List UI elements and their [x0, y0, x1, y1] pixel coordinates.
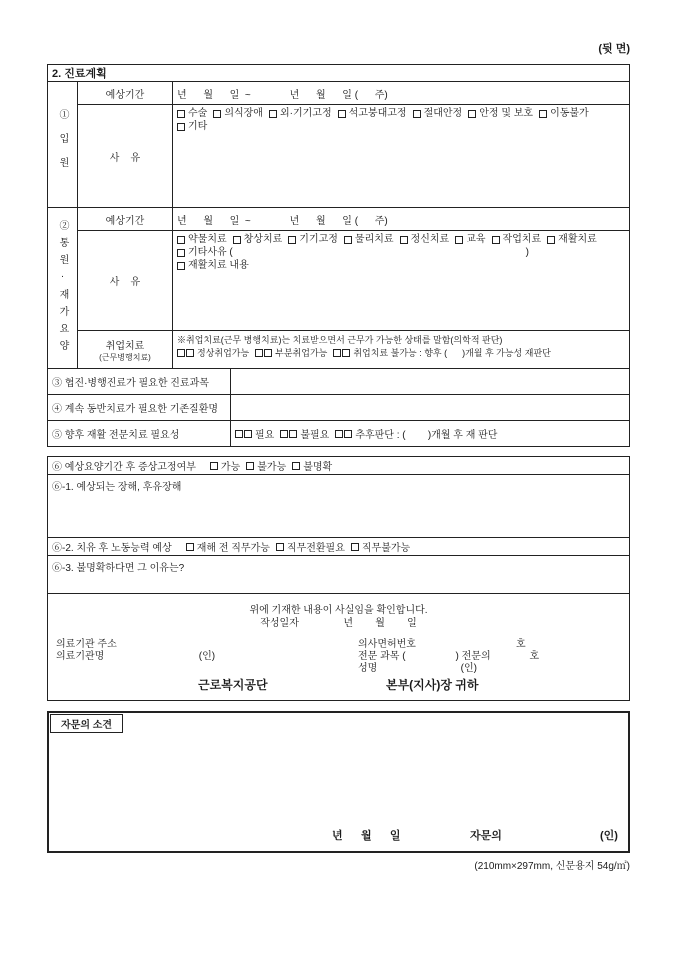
checkbox-label: 수술	[188, 108, 208, 119]
advisor-opinion-title: 자문의 소견	[50, 714, 123, 733]
checkbox-label: 불가능	[257, 462, 287, 473]
checkbox-option-surgery[interactable]	[177, 108, 207, 120]
checkbox-label: 교육	[466, 234, 486, 245]
doctor-block	[358, 639, 539, 675]
expected-disability-label: ⑥-1. 예상되는 장해, 후유장해	[52, 482, 182, 493]
checkbox-label: 창상치료	[243, 234, 283, 245]
checkbox-icon[interactable]	[400, 236, 408, 244]
checkbox-option-work-impossible[interactable]	[333, 347, 551, 359]
treatment-plan-form	[47, 64, 630, 872]
checkbox-label: 기기고정	[299, 234, 338, 245]
checkbox-icon[interactable]	[276, 543, 284, 551]
recipient-line: 본부(지사)장 귀하	[386, 678, 479, 692]
checkbox-option-external-fixation[interactable]	[269, 108, 332, 120]
outpatient-side-label: ②통원·재가요양	[57, 219, 68, 357]
checkbox-option-rehab-content[interactable]	[177, 260, 249, 272]
checkbox-label: 정신치료	[410, 234, 450, 245]
checkbox-label: 불명확	[303, 462, 333, 473]
checkbox-icon[interactable]	[351, 543, 359, 551]
unclear-reason-row[interactable]	[48, 555, 629, 593]
checkbox-icon[interactable]	[264, 349, 272, 357]
checkbox-label: 기타사유 (	[188, 247, 233, 258]
existing-disease-label: ④ 계속 동반치료가 필요한 기존질환명	[48, 395, 231, 420]
checkbox-option-unclear[interactable]	[292, 458, 332, 473]
hospitalization-section	[48, 82, 629, 207]
checkbox-option-same-job[interactable]	[186, 539, 270, 554]
checkbox-icon[interactable]	[213, 110, 221, 118]
checkbox-label: 직무불가능	[361, 543, 411, 554]
checkbox-option-unconscious[interactable]	[213, 108, 263, 120]
section-title: 2. 진료계획	[52, 68, 107, 80]
checkbox-icon[interactable]	[539, 110, 547, 118]
checkbox-label: 물리치료	[354, 234, 394, 245]
checkbox-icon[interactable]	[289, 430, 297, 438]
doctor-name-line: 성명 (인)	[358, 663, 477, 674]
reason-options-line1	[177, 108, 625, 120]
checkbox-option-absolute-rest[interactable]	[413, 108, 463, 120]
advisor-opinion-box[interactable]	[47, 711, 630, 853]
work-therapy-label-cell	[78, 331, 173, 368]
checkbox-label: 외·기기고정	[279, 108, 332, 119]
checkbox-option-rest-protection[interactable]	[468, 108, 533, 120]
checkbox-icon[interactable]	[288, 236, 296, 244]
checkbox-label: 정상취업가능	[197, 348, 250, 358]
symptom-fixation-table	[47, 456, 630, 701]
symptom-fixation-label: ⑥ 예상요양기간 후 증상고정여부	[52, 462, 196, 473]
work-therapy-sublabel: (근무병행치료)	[99, 352, 151, 362]
advisor-signer-label: 자문의	[470, 830, 502, 842]
symptom-fixation-field	[48, 457, 629, 474]
hospitalization-side-label: ①입원	[57, 108, 68, 181]
checkbox-icon[interactable]	[455, 236, 463, 244]
work-therapy-note-text: ※취업치료(근무 병행치료)는 치료받으면서 근무가 가능한 상태를 말함(의학적 판단)	[177, 335, 503, 345]
work-therapy-row	[78, 330, 629, 368]
checkbox-option-psychotherapy[interactable]	[400, 234, 450, 246]
checkbox-option-other-reason[interactable]	[177, 247, 233, 259]
outpatient-period-row	[78, 208, 629, 230]
rehab-content-line	[177, 260, 625, 272]
confirmation-block	[48, 593, 629, 700]
outpatient-period-field[interactable]	[173, 208, 629, 230]
checkbox-icon[interactable]	[269, 110, 277, 118]
checkbox-option-rehabilitation[interactable]	[547, 234, 597, 246]
checkbox-option-occupational-therapy[interactable]	[492, 234, 542, 246]
checkbox-label: 약물치료	[188, 234, 227, 245]
reason-options-line2	[177, 121, 625, 133]
rehab-need-label: ⑤ 향후 재활 전문치료 필요성	[48, 421, 231, 446]
existing-disease-row	[48, 394, 629, 420]
checkbox-icon[interactable]	[177, 349, 185, 357]
checkbox-option-possible[interactable]	[210, 458, 240, 473]
checkbox-icon[interactable]	[177, 123, 185, 131]
checkbox-icon[interactable]	[186, 543, 194, 551]
checkbox-option-normal-work[interactable]	[177, 347, 249, 359]
reason-label: 사 유	[78, 105, 173, 207]
checkbox-option-needed[interactable]	[235, 426, 274, 441]
symptom-fixation-row	[48, 457, 629, 474]
reason-options-line1	[177, 234, 625, 246]
checkbox-option-device-fixation[interactable]	[288, 234, 338, 246]
advisor-date: 년 월 일	[332, 830, 401, 842]
checkbox-label: 불필요	[300, 430, 330, 441]
checkbox-option-immobile[interactable]	[539, 108, 589, 120]
paper-spec-note: (210mm×297mm, 신문용지 54g/㎡)	[474, 861, 630, 872]
consult-dept-field[interactable]	[231, 369, 629, 394]
period-value: 년 월 일 ~ 년 월 일 ( 주)	[177, 215, 388, 227]
checkbox-icon[interactable]	[177, 110, 185, 118]
checkbox-icon[interactable]	[177, 262, 185, 270]
work-therapy-label: 취업치료	[105, 340, 145, 352]
outpatient-reason-field	[173, 231, 629, 330]
hospitalization-reason-row	[78, 104, 629, 207]
work-ability-row	[48, 537, 629, 555]
checkbox-option-job-impossible[interactable]	[351, 539, 410, 554]
checkbox-icon[interactable]	[255, 349, 263, 357]
rehab-need-field	[231, 421, 629, 446]
checkbox-label: 작업치료	[502, 234, 542, 245]
checkbox-label: 직무전환필요	[286, 543, 345, 554]
checkbox-label: 재활치료 내용	[188, 260, 249, 271]
checkbox-label: 추후판단 : ( )개월 후 재 판단	[355, 430, 498, 441]
outpatient-section	[48, 207, 629, 368]
existing-disease-field[interactable]	[231, 395, 629, 420]
checkbox-icon[interactable]	[344, 236, 352, 244]
period-value: 년 월 일 ~ 년 월 일 ( 주)	[177, 89, 388, 101]
outpatient-reason-row	[78, 230, 629, 330]
checkbox-option-decide-later[interactable]	[335, 426, 497, 441]
reason-other-line	[177, 247, 529, 259]
advisor-seal-label: (인)	[600, 830, 618, 842]
checkbox-label: 절대안정	[423, 108, 463, 119]
checkbox-option-medication[interactable]	[177, 234, 227, 246]
checkbox-label: 안정 및 보호	[479, 108, 534, 119]
checkbox-icon[interactable]	[335, 430, 343, 438]
checkbox-icon[interactable]	[186, 349, 194, 357]
checkbox-option-other[interactable]	[177, 121, 207, 133]
checkbox-icon[interactable]	[547, 236, 555, 244]
consult-dept-row	[48, 368, 629, 394]
checkbox-option-physical-therapy[interactable]	[344, 234, 394, 246]
work-ability-field	[48, 538, 629, 555]
rehab-need-row	[48, 420, 629, 446]
written-date-line: 작성일자 년 월 일	[260, 618, 417, 629]
page-side-note: (뒷 면)	[598, 43, 630, 55]
checkbox-icon[interactable]	[177, 236, 185, 244]
checkbox-option-impossible[interactable]	[246, 458, 286, 473]
outpatient-side-cell	[48, 208, 78, 368]
work-therapy-field	[173, 331, 629, 368]
checkbox-icon[interactable]	[413, 110, 421, 118]
checkbox-label: 의식장애	[224, 108, 263, 119]
checkbox-label: 재해 전 직무가능	[196, 543, 270, 554]
expected-disability-row[interactable]	[48, 474, 629, 537]
checkbox-icon[interactable]	[233, 236, 241, 244]
period-label: 예상기간	[78, 208, 173, 230]
checkbox-option-education[interactable]	[455, 234, 485, 246]
checkbox-label: 필요	[255, 430, 275, 441]
checkbox-icon[interactable]	[280, 430, 288, 438]
checkbox-icon[interactable]	[246, 462, 254, 470]
checkbox-label: 부분취업가능	[275, 348, 328, 358]
checkbox-icon[interactable]	[292, 462, 300, 470]
checkbox-icon[interactable]	[338, 110, 346, 118]
medical-org-block	[56, 639, 215, 663]
period-label: 예상기간	[78, 82, 173, 104]
unclear-reason-label: ⑥-3. 불명확하다면 그 이유는?	[52, 563, 185, 574]
work-ability-label: ⑥-2. 치유 후 노동능력 예상	[52, 543, 172, 554]
checkbox-icon[interactable]	[344, 430, 352, 438]
checkbox-icon[interactable]	[235, 430, 243, 438]
checkbox-label: 석고붕대고정	[348, 108, 407, 119]
welfare-corp-name: 근로복지공단	[198, 678, 268, 692]
reason-label: 사 유	[78, 231, 173, 330]
consult-dept-label: ③ 협진·병행진료가 필요한 진료과목	[48, 369, 231, 394]
work-therapy-note	[177, 334, 625, 346]
checkbox-option-wound-care[interactable]	[233, 234, 283, 246]
hospitalization-reason-field	[173, 105, 629, 207]
hospitalization-side-cell	[48, 82, 78, 207]
org-address-label: 의료기관 주소	[56, 639, 117, 650]
specialty-line: 전문 과목 ( ) 전문의 호	[358, 651, 540, 662]
checkbox-icon[interactable]	[492, 236, 500, 244]
checkbox-label: 재활치료	[558, 234, 597, 245]
checkbox-icon[interactable]	[468, 110, 476, 118]
work-therapy-options	[177, 347, 625, 359]
checkbox-icon[interactable]	[342, 349, 350, 357]
checkbox-icon[interactable]	[210, 462, 218, 470]
checkbox-label: 가능	[220, 462, 241, 473]
org-name-line: 의료기관명 (인)	[56, 651, 216, 662]
checkbox-label: 기타	[188, 121, 208, 132]
checkbox-label: 취업치료 불가능 : 향후 ( )개월 후 가능성 재판단	[353, 348, 551, 358]
license-number-line: 의사면허번호 호	[358, 639, 526, 650]
checkbox-option-job-change[interactable]	[276, 539, 345, 554]
checkbox-option-partial-work[interactable]	[255, 347, 327, 359]
checkbox-icon[interactable]	[333, 349, 341, 357]
checkbox-icon[interactable]	[244, 430, 252, 438]
checkbox-option-not-needed[interactable]	[280, 426, 329, 441]
section-title-row	[47, 64, 630, 81]
hospitalization-period-field[interactable]	[173, 82, 629, 104]
hospitalization-period-row	[78, 82, 629, 104]
treatment-plan-table	[47, 81, 630, 447]
checkbox-label: 이동불가	[550, 108, 589, 119]
confirmation-statement: 위에 기재한 내용이 사실임을 확인합니다.	[249, 605, 428, 616]
checkbox-option-cast[interactable]	[338, 108, 407, 120]
checkbox-icon[interactable]	[177, 249, 185, 257]
other-reason-close-paren: )	[525, 247, 529, 258]
